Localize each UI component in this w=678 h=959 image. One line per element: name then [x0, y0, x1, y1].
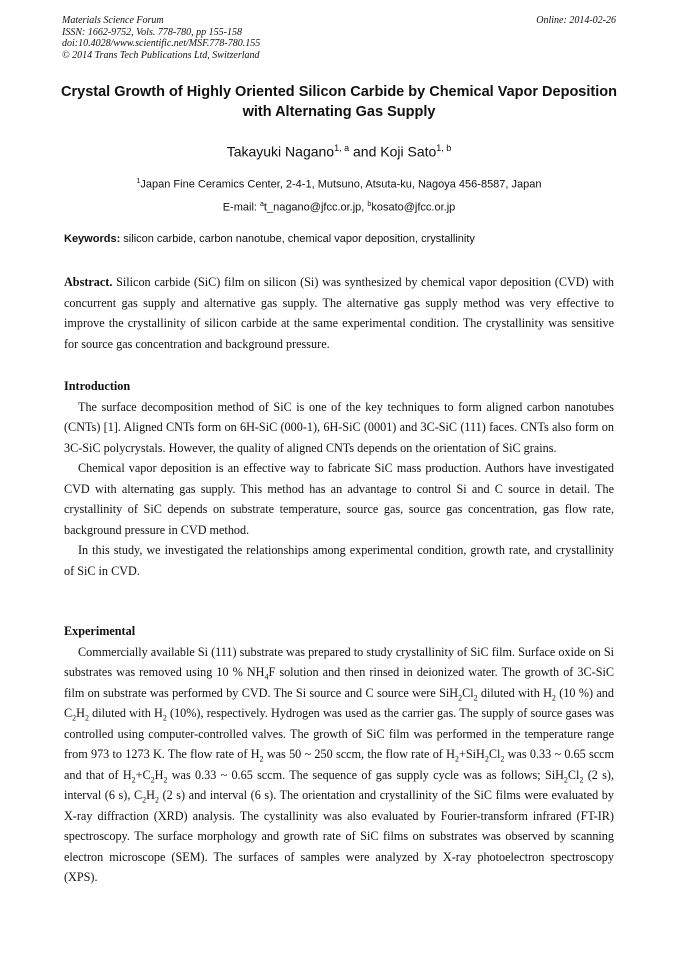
exp-sub: 2 — [551, 692, 556, 702]
exp-text: Cl — [462, 685, 474, 700]
exp-sub: 2 — [500, 754, 505, 764]
email-b[interactable]: kosato@jfcc.or.jp — [371, 201, 456, 214]
author-1-affil: 1, a — [334, 143, 350, 153]
experimental-paragraph — [64, 642, 614, 888]
author-1: Takayuki Nagano — [226, 143, 335, 160]
exp-text: (10%), respectively. Hydrogen was used as the carrier gas. The supply of source gases was controlled using computer-controlled valves. The growth of SiC film was performed in the temperature range from 973 to 1273 K. The flow rate of H — [64, 706, 614, 761]
exp-text: was 0.33 ~ 0.65 sccm. The sequence of gas supply cycle was as follows; SiH — [167, 767, 564, 782]
abstract-label: Abstract. — [64, 275, 113, 289]
keywords-text: silicon carbide, carbon nanotube, chemical vapor deposition, crystallinity — [120, 233, 475, 245]
intro-paragraph-3: In this study, we investigated the relationships among experimental condition, growth rate, and crystallinity of SiC in CVD. — [64, 543, 614, 578]
paper-title: Crystal Growth of Highly Oriented Silicon Carbide by Chemical Vapor Deposition with Alternating Gas Supply — [61, 84, 617, 120]
author-2: Koji Sato — [380, 143, 437, 160]
exp-sub: 2 — [454, 754, 459, 764]
exp-sub: 2 — [563, 774, 568, 784]
online-date: Online: 2014-02-26 — [536, 15, 616, 26]
author-conjunction: and — [349, 143, 381, 160]
page-header — [62, 15, 616, 61]
exp-text: diluted with H — [88, 706, 163, 720]
abstract-section — [64, 272, 614, 354]
author-2-affil: 1, b — [436, 143, 452, 153]
exp-text: (10 %) and C — [64, 685, 614, 720]
exp-text: was 50 ~ 250 sccm, the flow rate of H — [263, 747, 455, 761]
exp-text: H — [146, 788, 155, 802]
keywords — [64, 233, 614, 245]
email-line — [0, 195, 678, 218]
abstract-paragraph — [64, 272, 614, 354]
exp-text: +C — [135, 767, 151, 782]
experimental-heading: Experimental — [64, 624, 136, 638]
exp-sub: 2 — [162, 713, 167, 723]
exp-sub: 2 — [72, 713, 77, 723]
email-a[interactable]: t_nagano@jfcc.or.jp, — [263, 201, 368, 214]
exp-sub: 2 — [163, 774, 168, 784]
journal-name: Materials Science Forum — [62, 15, 164, 26]
exp-sub: 2 — [458, 692, 463, 702]
exp-text: +SiH — [458, 747, 485, 761]
affiliation-text: Japan Fine Ceramics Center, 2-4-1, Mutsuno, Atsuta-ku, Nagoya 456-8587, Japan — [140, 178, 542, 191]
abstract-text: Silicon carbide (SiC) film on silicon (Si) was synthesized by chemical vapor deposition (CVD) with concurrent gas supply and alternative gas supply. The alternative gas supply method was very effective to improve the crystallinity of silicon carbide at the same experimental condition. The crystallinity was sensitive for source gas concentration and background pressure. — [64, 275, 614, 351]
keywords-label: Keywords: — [64, 233, 121, 245]
affiliation-block — [0, 172, 678, 217]
email-b-mark: b — [367, 200, 372, 208]
exp-sub: 2 — [84, 713, 89, 723]
exp-sub: 2 — [484, 754, 489, 764]
issn-line: ISSN: 1662-9752, Vols. 778-780, pp 155-158 — [62, 26, 242, 38]
exp-text: Cl — [567, 767, 580, 782]
intro-paragraph-2: Chemical vapor deposition is an effective way to fabricate SiC mass production. Authors have investigated CVD with alternating gas supply. This method has an advantage to control Si and C source in detail. The crystallinity of SiC depends on substrate temperature, source gas, source gas concentration, gas flow rate, background pressure in CVD method. — [64, 461, 614, 537]
email-label: E-mail: — [222, 201, 260, 214]
exp-sub: 2 — [150, 774, 155, 784]
exp-sub: 2 — [142, 795, 147, 805]
introduction-section — [64, 376, 614, 581]
experimental-section — [64, 621, 614, 888]
exp-text: H — [76, 706, 85, 720]
copyright-line: © 2014 Trans Tech Publications Ltd, Switzerland — [62, 49, 260, 61]
introduction-heading: Introduction — [64, 379, 131, 393]
intro-paragraph-1: The surface decomposition method of SiC is one of the key techniques to form aligned carbon nanotubes (CNTs) [1]. Aligned CNTs form on 6H-SiC (000-1), 6H-SiC (0001) and 3C-SiC (111) faces. CNTs also form on 3C-SiC polycrystals. However, the quality of aligned CNTs depends on the orientation of SiC grains. — [64, 399, 614, 455]
exp-text: was 0.33 ~ 0.65 sccm and that of H — [64, 747, 615, 782]
exp-sub: 2 — [259, 754, 264, 764]
email-a-mark: a — [260, 200, 264, 208]
exp-sub: 4 — [264, 672, 269, 682]
affiliation-line — [0, 172, 678, 195]
exp-text: (2 s), interval (6 s), C — [64, 767, 614, 802]
exp-text: Commercially available Si (111) substrate was prepared to study crystallinity of SiC film. Surface oxide on Si substrates was removed using 10 % NH — [64, 644, 614, 679]
exp-text: (2 s) and interval (6 s). The orientation and crystallinity of the SiC films were evaluated by X-ray diffraction (XRD) analysis. The cystallinity was also evaluated by Fourier-transform infrared (FT-IR) spectroscopy. The surface morphology and growth rate of SiC films on substrates was observed by scanning electron microscope (SEM). The surfaces of samples were analyzed by X-ray photoelectron spectroscopy (XPS). — [64, 788, 614, 884]
exp-sub: 2 — [473, 692, 478, 702]
exp-text: Cl — [488, 747, 501, 761]
exp-text: F solution and then rinsed in deionized water. The growth of 3C-SiC film on substrate was performed by CVD. The Si source and C source were SiH — [64, 665, 614, 700]
author-line — [0, 143, 678, 160]
exp-text: H — [154, 767, 164, 782]
exp-sub: 2 — [154, 795, 159, 805]
exp-sub: 2 — [579, 774, 584, 784]
doi-line: doi:10.4028/www.scientific.net/MSF.778-780.155 — [62, 38, 261, 49]
exp-sub: 2 — [131, 774, 136, 784]
affiliation-mark: 1 — [136, 178, 141, 185]
exp-text: diluted with H — [477, 685, 552, 700]
